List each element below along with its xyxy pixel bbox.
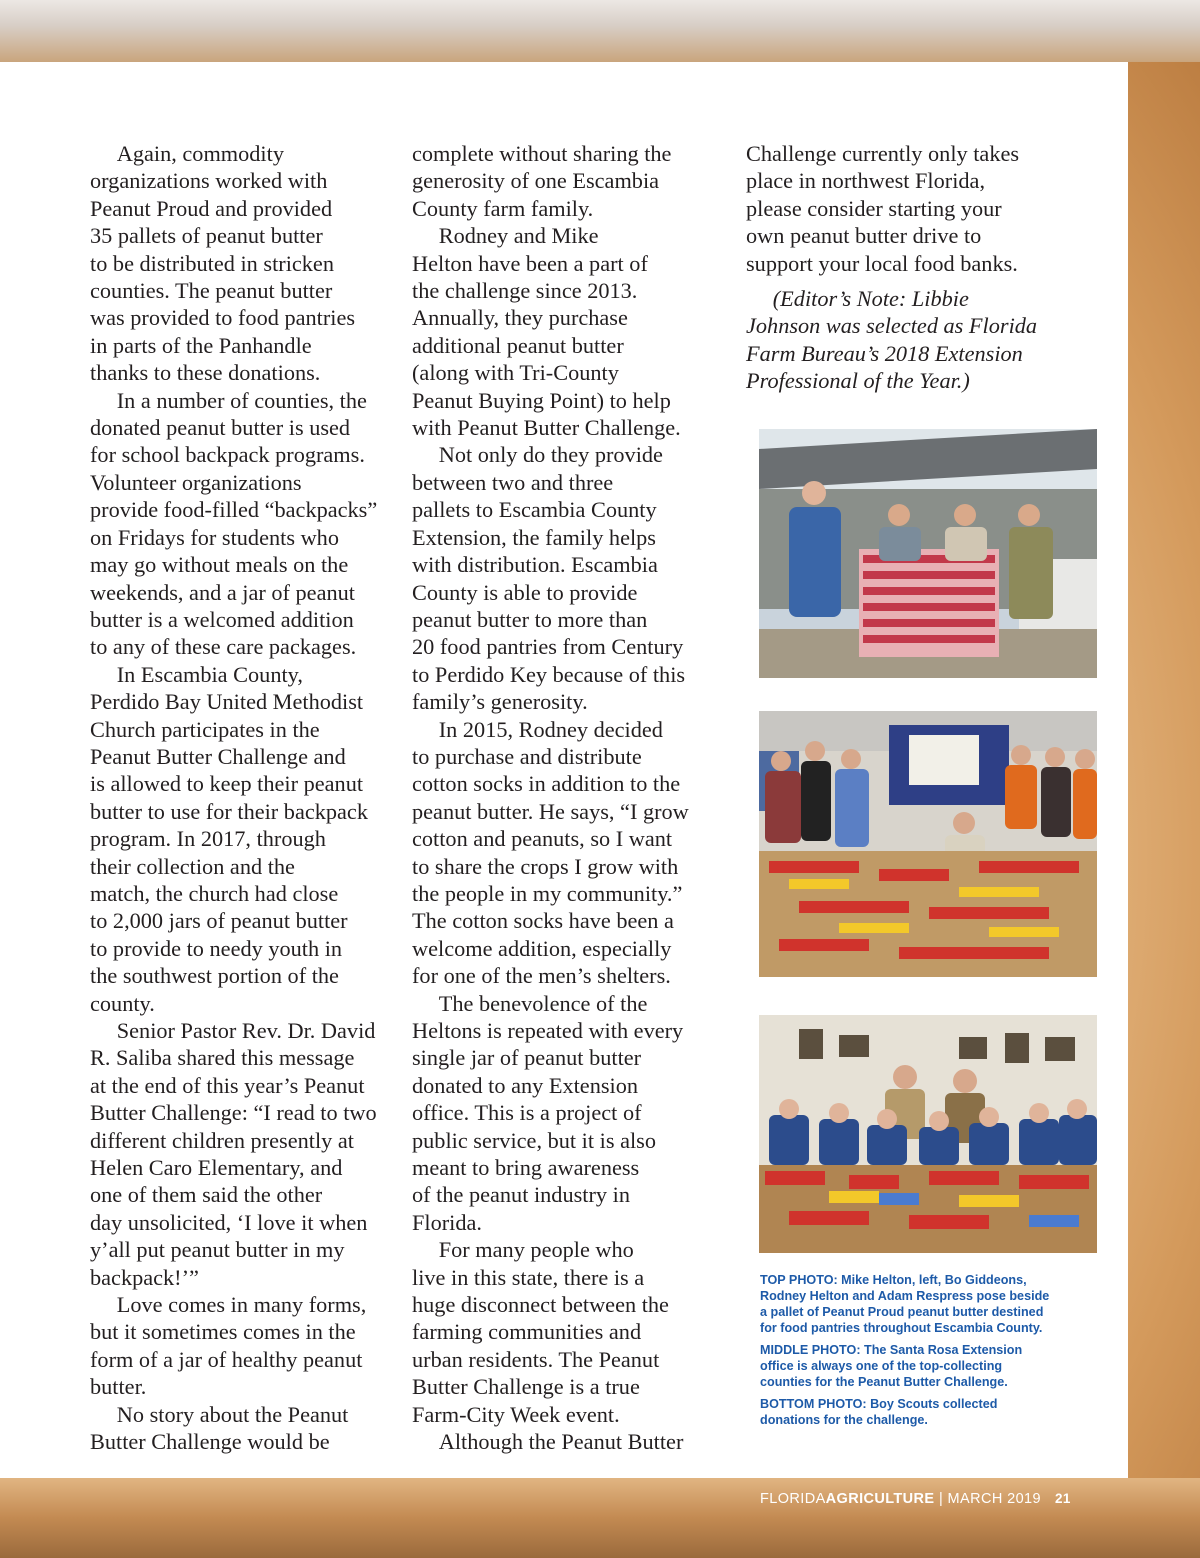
middle-photo-caption: MIDDLE PHOTO: The Santa Rosa Extension office is always one of the top-collecting counties for the Peanut Butter Challenge. xyxy=(760,1343,1023,1389)
paragraph: For many people who live in this state, there is a huge disconnect between the farming communities and urban residents. The Peanut Butter Challenge is a true Farm-City Week event. xyxy=(412,1237,669,1427)
top-photo xyxy=(759,429,1097,678)
paragraph: Rodney and Mike Helton have been a part of the challenge since 2013. Annually, they purchase additional peanut butter (along with Tri-County Peanut Buying Point) to help with Peanut Butter Challenge. xyxy=(412,223,681,441)
editors-note: (Editor’s Note: Libbie Johnson was selected as Florida Farm Bureau’s 2018 Extension Professional of the Year.) xyxy=(746,286,1038,394)
magazine-brand-light: FLORIDA xyxy=(760,1491,826,1507)
paragraph: Senior Pastor Rev. Dr. David R. Saliba shared this message at the end of this year’s Peanut Butter Challenge: “I read to two different children presently at Helen Caro Elementary, and one of them said the other day unsolicited, ‘I love it when y’all put peanut butter in my backpack!’” xyxy=(90,1018,377,1290)
article-column-1 xyxy=(90,140,390,1456)
bottom-photo xyxy=(759,1015,1097,1253)
paragraph: No story about the Peanut Butter Challenge would be xyxy=(90,1401,349,1455)
peanut-butter-background xyxy=(0,1478,1200,1558)
article-column-3 xyxy=(746,140,1066,395)
top-photo-caption: TOP PHOTO: Mike Helton, left, Bo Giddeons, Rodney Helton and Adam Respress pose beside a pallet of Peanut Proud peanut butter destined for food pantries throughout Escambia County. xyxy=(760,1273,1050,1335)
page-number: 21 xyxy=(1055,1491,1071,1506)
photo-captions xyxy=(760,1272,1100,1434)
page-footer xyxy=(760,1491,1160,1507)
paragraph: Love comes in many forms, but it sometimes comes in the form of a jar of healthy peanut butter. xyxy=(90,1292,367,1400)
middle-photo xyxy=(759,711,1097,977)
paragraph: In a number of counties, the donated peanut butter is used for school backpack programs. Volunteer organizations provide food-filled “backpacks” on Fridays for students who may go without meals on the weekends, and a jar of peanut butter is a welcomed addition to any of these care packages. xyxy=(90,387,378,660)
paragraph: Although the Peanut Butter xyxy=(412,1429,684,1455)
magazine-brand-bold: AGRICULTURE xyxy=(825,1491,935,1507)
paragraph: In 2015, Rodney decided to purchase and distribute cotton socks in addition to the peanut butter. He says, “I grow cotton and peanuts, so I want to share the crops I grow with the people in my community.” The cotton socks have been a welcome addition, especially for one of the men’s shelters. xyxy=(412,716,689,989)
paragraph: Not only do they provide between two and three pallets to Escambia County Extension, the family helps with distribution. Escambia County is able to provide peanut butter to more than 20 food pantries from Century to Perdido Key because of this family’s generosity. xyxy=(412,442,686,715)
paragraph: Challenge currently only takes place in northwest Florida, please consider starting your own peanut butter drive to support your local food banks. xyxy=(746,141,1020,276)
paragraph: complete without sharing the generosity of one Escambia County farm family. xyxy=(412,141,672,221)
article-column-2 xyxy=(412,140,712,1456)
issue-date: | MARCH 2019 xyxy=(934,1491,1041,1507)
paragraph: Again, commodity organizations worked with Peanut Proud and provided 35 pallets of peanut butter to be distributed in stricken counties. The peanut butter was provided to food pantries in parts of the Panhandle thanks to these donations. xyxy=(90,141,356,386)
paragraph: In Escambia County, Perdido Bay United Methodist Church participates in the Peanut Butter Challenge and is allowed to keep their peanut butter to use for their backpack program. In 2017, through their collection and the match, the church had close to 2,000 jars of peanut butter to provide to needy youth in the southwest portion of the county. xyxy=(90,661,368,1016)
bottom-photo-caption: BOTTOM PHOTO: Boy Scouts collected donations for the challenge. xyxy=(760,1397,998,1427)
jar-rim-background xyxy=(0,0,1200,62)
paragraph: The benevolence of the Heltons is repeated with every single jar of peanut butter donated to any Extension office. This is a project of public service, but it is also meant to bring awareness of the peanut industry in Florida. xyxy=(412,990,684,1235)
